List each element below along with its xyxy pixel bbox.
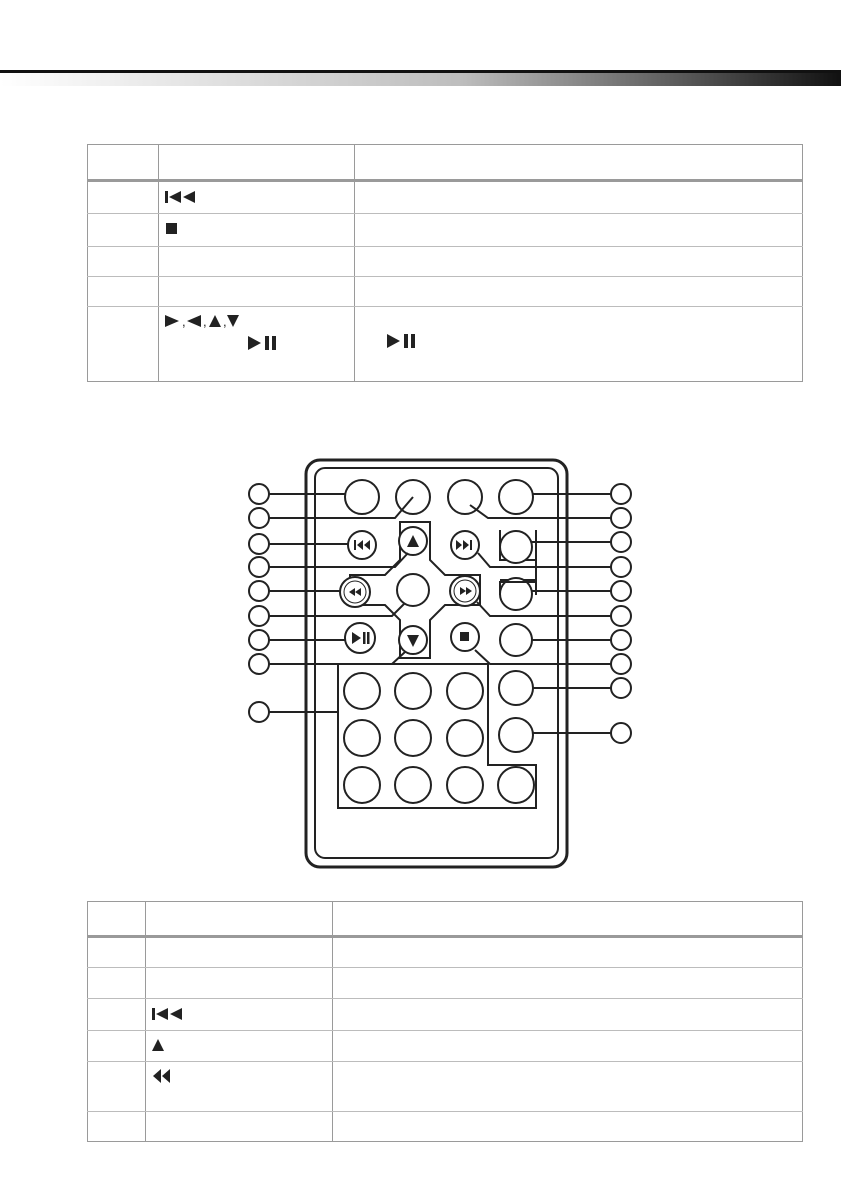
remote-button-right-2: [499, 671, 533, 705]
remote-button-4: [499, 480, 533, 514]
remote-enter-button: [397, 574, 429, 606]
numpad-button: [344, 720, 380, 756]
numpad-button: [344, 673, 380, 709]
play-pause-icon: [248, 335, 278, 351]
remote-control-diagram: [240, 455, 640, 875]
svg-text:,: ,: [203, 314, 207, 329]
arrow-keys-icon: [165, 313, 240, 329]
svg-text:,: ,: [223, 314, 227, 329]
numpad-button: [344, 767, 380, 803]
numpad-button: [395, 767, 431, 803]
skip-previous-icon: [165, 190, 203, 204]
remote-button-right-1: [500, 624, 532, 656]
remote-button-1: [345, 480, 379, 514]
skip-previous-icon: [152, 1007, 188, 1021]
numpad-button: [447, 720, 483, 756]
header-bar: [0, 70, 841, 88]
numpad-button: [447, 767, 483, 803]
remote-button-right-3: [499, 718, 533, 752]
numpad-button: [498, 767, 534, 803]
svg-text:,: ,: [182, 314, 186, 329]
numpad-button: [395, 720, 431, 756]
stop-icon: [165, 222, 179, 236]
numpad-button: [447, 673, 483, 709]
remote-button-vol-up: [500, 531, 532, 563]
play-pause-icon-desc: [387, 333, 417, 349]
numpad-button: [395, 673, 431, 709]
up-arrow-icon: [152, 1038, 164, 1052]
rewind-icon: [152, 1068, 172, 1084]
